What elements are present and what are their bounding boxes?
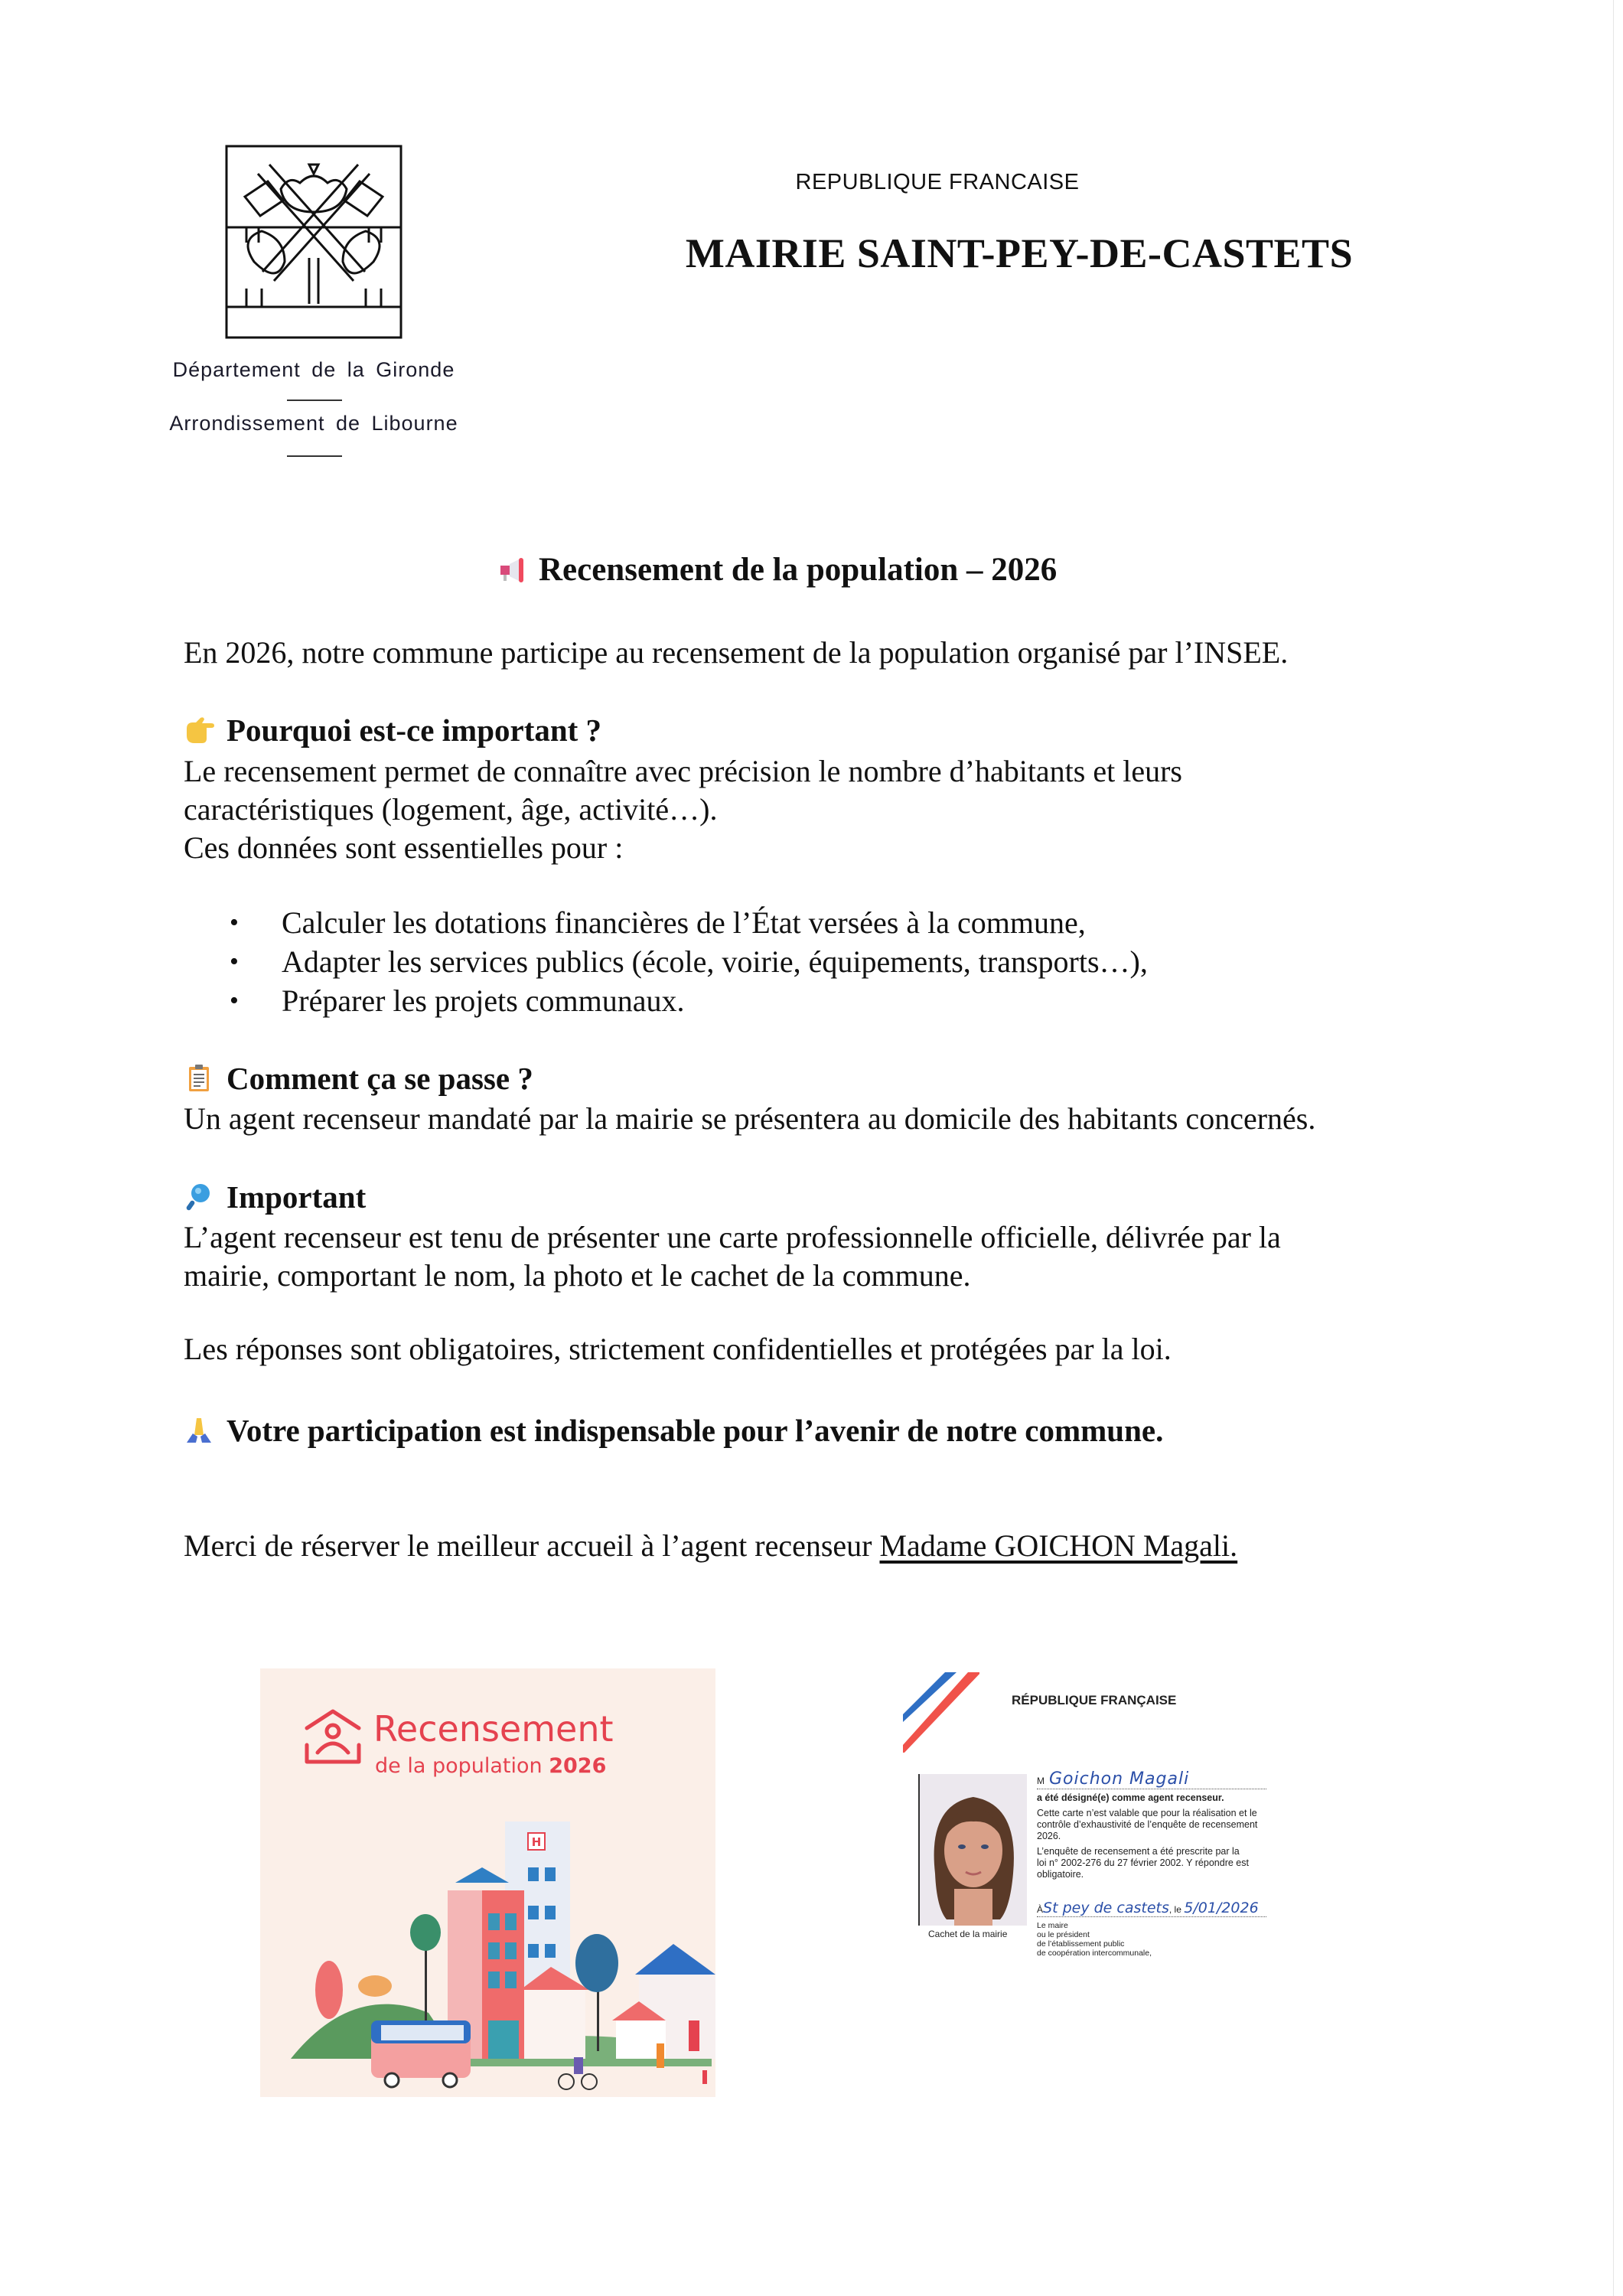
agent-name: Madame GOICHON Magali. — [879, 1528, 1238, 1563]
card-signatory: Le maire ou le président de l’établissement public de coopération intercommunale, — [1037, 1921, 1152, 1958]
town-illustration — [260, 1791, 715, 2097]
agent-name-field: M Goichon Magali — [1037, 1769, 1266, 1789]
republique-label: REPUBLIQUE FRANCAISE — [795, 170, 1080, 194]
poster-subtitle: de la population 2026 — [375, 1754, 607, 1778]
section-why-heading — [184, 712, 601, 748]
how-text: Un agent recenseur mandaté par la mairie se présentera au domicile des habitants concernés. — [184, 1101, 1316, 1136]
important-line: L’agent recenseur est tenu de présenter une carte professionnelle officielle, délivrée par la — [184, 1220, 1281, 1254]
list-item: • Adapter les services publics (école, voirie, équipements, transports…), — [230, 942, 1148, 981]
notice-title-text: Recensement de la population – 2026 — [539, 552, 1058, 588]
bullet-icon: • — [230, 908, 239, 937]
why-line: Ces données sont essentielles pour : — [184, 830, 624, 865]
portrait-image — [920, 1774, 1027, 1926]
french-flag-stripes — [895, 1668, 979, 1753]
intro-text: En 2026, notre commune participe au recensement de la population organisé par l’INSEE. — [184, 635, 1289, 670]
section-important-title: Important — [227, 1179, 367, 1215]
card-designated: a été désigné(e) comme agent recenseur. — [1037, 1792, 1224, 1803]
divider — [287, 400, 342, 401]
confidential-text: Les réponses sont obligatoires, strictement confidentielles et protégées par la loi. — [184, 1332, 1172, 1366]
agent-id-card — [888, 1661, 1347, 1967]
arrondissement-label: Arrondissement de Libourne — [169, 412, 458, 435]
participation-text: Votre participation est indispensable pour l’avenir de notre commune. — [227, 1413, 1164, 1448]
card-place-date: ÀSt pey de castets, le 5/01/2026 — [1037, 1900, 1266, 1917]
mairie-title: MAIRIE SAINT-PEY-DE-CASTETS — [685, 230, 1354, 276]
agent-photo — [918, 1774, 1027, 1926]
section-why-title: Pourquoi est-ce important ? — [227, 713, 602, 748]
handwritten-place: St pey de castets — [1043, 1900, 1169, 1916]
important-line: mairie, comportant le nom, la photo et le cachet de la commune. — [184, 1258, 971, 1293]
list-item: • Préparer les projets communaux. — [230, 981, 1148, 1020]
divider — [287, 455, 342, 457]
why-line: caractéristiques (logement, âge, activité…). — [184, 792, 718, 827]
pointing-hand-icon — [184, 715, 214, 745]
megaphone-icon — [497, 555, 528, 585]
bullet-icon: • — [230, 987, 239, 1015]
census-poster — [260, 1668, 715, 2097]
section-how-heading — [184, 1060, 533, 1097]
section-how-title: Comment ça se passe ? — [227, 1061, 533, 1096]
photo-caption: Cachet de la mairie — [928, 1929, 1008, 1939]
praying-hands-icon — [184, 1415, 214, 1446]
clipboard-icon — [184, 1063, 214, 1094]
card-law: L’enquête de recensement a été prescrite par la loi n° 2002-276 du 27 février 2002. Y répondre est obligatoire. — [1037, 1846, 1249, 1880]
handwritten-date: 5/01/2026 — [1184, 1900, 1259, 1916]
notice-title — [497, 551, 1057, 589]
department-label: Département de la Gironde — [172, 358, 455, 381]
coat-of-arms-logo — [223, 143, 404, 344]
card-republique: RÉPUBLIQUE FRANÇAISE — [1012, 1693, 1177, 1707]
poster-title: Recensement — [373, 1708, 614, 1750]
why-line: Le recensement permet de connaître avec précision le nombre d’habitants et leurs — [184, 754, 1182, 788]
bullet-icon: • — [230, 947, 239, 976]
list-item: • Calculer les dotations financières de l’État versées à la commune, — [230, 903, 1148, 942]
census-house-person-icon — [302, 1707, 363, 1768]
handwritten-name: Goichon Magali — [1049, 1769, 1190, 1789]
hospital-sign: H — [531, 1835, 542, 1849]
section-important-heading — [184, 1179, 366, 1215]
closing-text: Merci de réserver le meilleur accueil à l’agent recenseur Madame GOICHON Magali. — [184, 1528, 1238, 1563]
scan-edge — [1613, 0, 1614, 2296]
magnifier-icon — [184, 1182, 214, 1212]
why-bullet-list — [230, 903, 1148, 1020]
participation-line — [184, 1412, 1163, 1449]
card-validity: Cette carte n’est valable que pour la réalisation et le contrôle d’exhaustivité de l’enquête de recensement 2026. — [1037, 1808, 1258, 1841]
